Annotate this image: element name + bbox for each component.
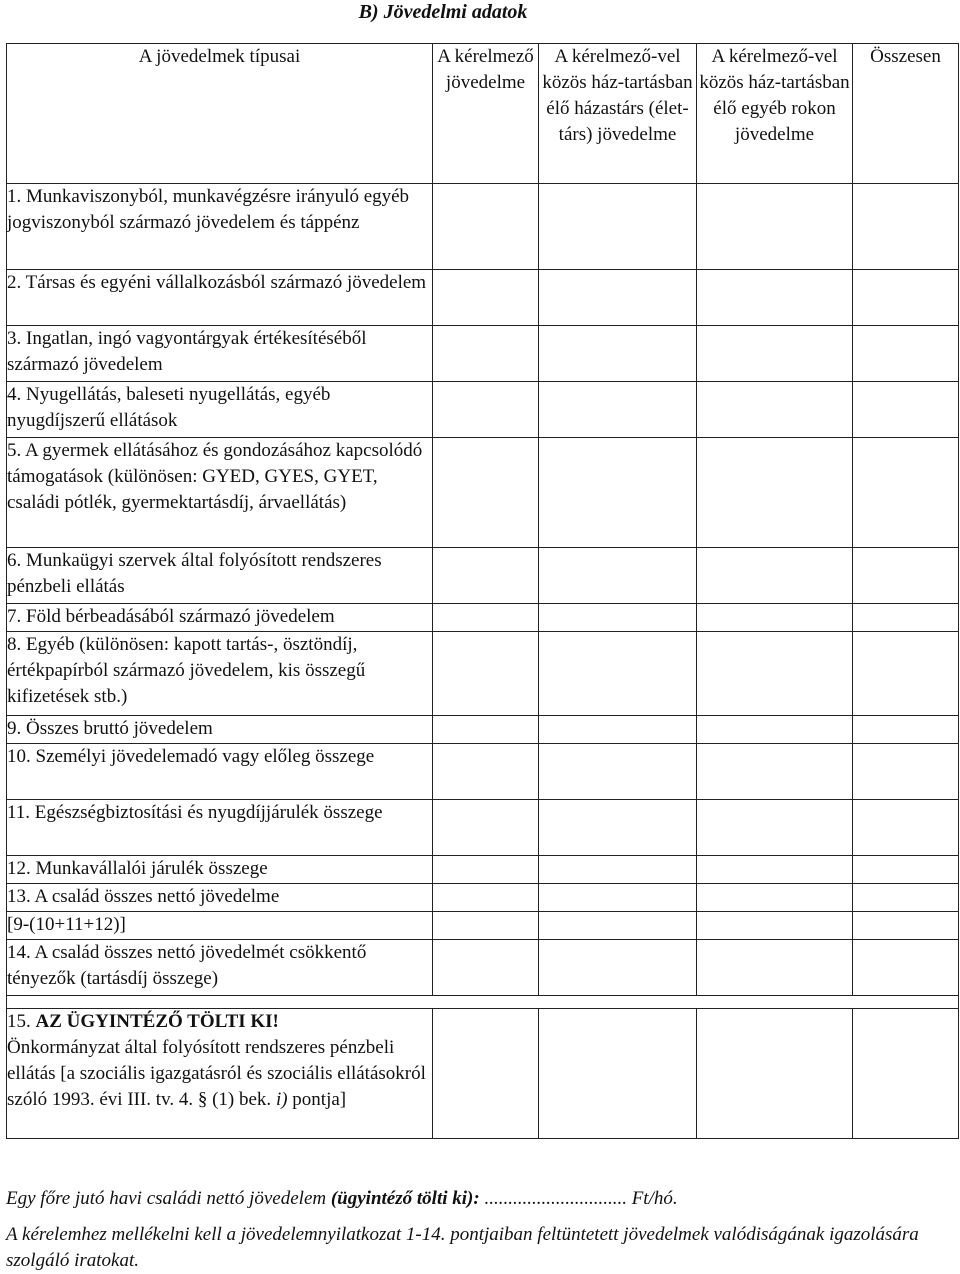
input-cell[interactable] [433,884,539,912]
input-cell[interactable] [697,912,853,940]
table-row [7,604,959,632]
income-table [6,43,959,1139]
input-cell[interactable] [853,548,959,604]
input-cell[interactable] [539,884,697,912]
input-cell[interactable] [433,744,539,800]
row15-tail: pontja] [287,1089,347,1110]
input-cell[interactable] [433,716,539,744]
table-row [7,940,959,996]
input-cell[interactable] [853,744,959,800]
row-label: [9-(10+11+12)] [7,912,433,940]
table-row [7,548,959,604]
input-cell[interactable] [539,382,697,438]
input-cell[interactable] [433,438,539,548]
input-cell[interactable] [853,716,959,744]
input-cell[interactable] [539,548,697,604]
row-label: 9. Összes bruttó jövedelem [7,716,433,744]
row15-text: Önkormányzat által folyósított rendszeres pénzbeli ellátás [a szociális igazgatásról és szociális ellátásokról szóló 1993. évi III. tv. 4. § (1) bek. [7,1037,426,1110]
input-cell[interactable] [539,438,697,548]
table-row [7,270,959,326]
input-cell[interactable] [433,604,539,632]
row-label: 2. Társas és egyéni vállalkozásból származó jövedelem [7,270,433,326]
table-row [7,438,959,548]
input-cell[interactable] [697,800,853,856]
input-cell[interactable] [539,270,697,326]
row15-admin-note: AZ ÜGYINTÉZŐ TÖLTI KI! [35,1011,279,1032]
table-row [7,912,959,940]
row15-label [7,1009,433,1139]
header-row [7,44,959,184]
row15-point: i) [275,1089,288,1110]
table-row-15 [7,1009,959,1139]
section-title: B) Jövedelmi adatok [358,1,528,23]
input-cell[interactable] [697,884,853,912]
input-cell[interactable] [539,716,697,744]
row-label: 12. Munkavállalói járulék összege [7,856,433,884]
input-cell[interactable] [433,548,539,604]
row-label: 13. A család összes nettó jövedelme [7,884,433,912]
input-cell[interactable] [697,1009,853,1139]
input-cell[interactable] [433,940,539,996]
input-cell[interactable] [697,548,853,604]
input-cell[interactable] [853,800,959,856]
input-cell[interactable] [697,604,853,632]
input-cell[interactable] [697,940,853,996]
row-label: 3. Ingatlan, ingó vagyontárgyak értékesítéséből származó jövedelem [7,326,433,382]
input-cell[interactable] [433,326,539,382]
input-cell[interactable] [853,632,959,716]
input-cell[interactable] [433,912,539,940]
input-cell[interactable] [539,184,697,270]
input-cell[interactable] [697,184,853,270]
input-cell[interactable] [697,270,853,326]
input-cell[interactable] [697,716,853,744]
header-relative: A kérelmező-vel közös ház-tartásban élő egyéb rokon jövedelme [697,44,853,184]
input-cell[interactable] [539,800,697,856]
input-cell[interactable] [853,856,959,884]
input-cell[interactable] [853,326,959,382]
input-cell[interactable] [433,270,539,326]
row-label: 10. Személyi jövedelemadó vagy előleg összege [7,744,433,800]
per-capita-line: Egy főre jutó havi családi nettó jövedelem (ügyintéző tölti ki): .............................. Ft/hó. [6,1188,678,1209]
input-cell[interactable] [539,604,697,632]
table-row [7,856,959,884]
table-row [7,800,959,856]
input-cell[interactable] [433,1009,539,1139]
input-cell[interactable] [539,940,697,996]
attachment-note: A kérelemhez mellékelni kell a jövedelemnyilatkozat 1-14. pontjaiban feltüntetett jövedelmek valódiságának igazolására szolgáló iratokat. [6,1224,919,1271]
table-row [7,326,959,382]
spacer-row [7,996,959,1009]
input-cell[interactable] [539,856,697,884]
input-cell[interactable] [853,940,959,996]
input-cell[interactable] [433,856,539,884]
table-row [7,884,959,912]
row-label: 4. Nyugellátás, baleseti nyugellátás, egyéb nyugdíjszerű ellátások [7,382,433,438]
input-cell[interactable] [433,382,539,438]
input-cell[interactable] [853,884,959,912]
input-cell[interactable] [697,632,853,716]
header-spouse: A kérelmező-vel közös ház-tartásban élő házastárs (élet-társ) jövedelme [539,44,697,184]
input-cell[interactable] [853,1009,959,1139]
input-cell[interactable] [539,1009,697,1139]
input-cell[interactable] [697,326,853,382]
input-cell[interactable] [697,744,853,800]
input-cell[interactable] [853,270,959,326]
row-label: 1. Munkaviszonyból, munkavégzésre irányuló egyéb jogviszonyból származó jövedelem és táppénz [7,184,433,270]
header-types: A jövedelmek típusai [7,44,433,184]
input-cell[interactable] [853,912,959,940]
input-cell[interactable] [697,438,853,548]
input-cell[interactable] [853,184,959,270]
row-label: 11. Egészségbiztosítási és nyugdíjjárulék összege [7,800,433,856]
input-cell[interactable] [853,438,959,548]
row-label: 8. Egyéb (különösen: kapott tartás-, ösztöndíj, értékpapírból származó jövedelem, kis összegű kifizetések stb.) [7,632,433,716]
input-cell[interactable] [697,856,853,884]
input-cell[interactable] [433,800,539,856]
table-row [7,632,959,716]
table-row [7,184,959,270]
input-cell[interactable] [853,604,959,632]
row-label: 14. A család összes nettó jövedelmét csökkentő tényezők (tartásdíj összege) [7,940,433,996]
table-row [7,382,959,438]
input-cell[interactable] [539,326,697,382]
input-cell[interactable] [853,382,959,438]
input-cell[interactable] [539,632,697,716]
header-applicant: A kérelmező jövedelme [433,44,539,184]
input-cell[interactable] [697,382,853,438]
row-label: 5. A gyermek ellátásához és gondozásához kapcsolódó támogatások (különösen: GYED, GYES, GYET, családi pótlék, gyermektartásdíj, árvaellátás) [7,438,433,548]
row-label: 6. Munkaügyi szervek által folyósított rendszeres pénzbeli ellátás [7,548,433,604]
table-row [7,744,959,800]
row15-number: 15. [7,1011,36,1032]
input-cell[interactable] [433,184,539,270]
header-total: Összesen [853,44,959,184]
input-cell[interactable] [539,912,697,940]
input-cell[interactable] [539,744,697,800]
row-label: 7. Föld bérbeadásából származó jövedelem [7,604,433,632]
table-row [7,716,959,744]
input-cell[interactable] [433,632,539,716]
